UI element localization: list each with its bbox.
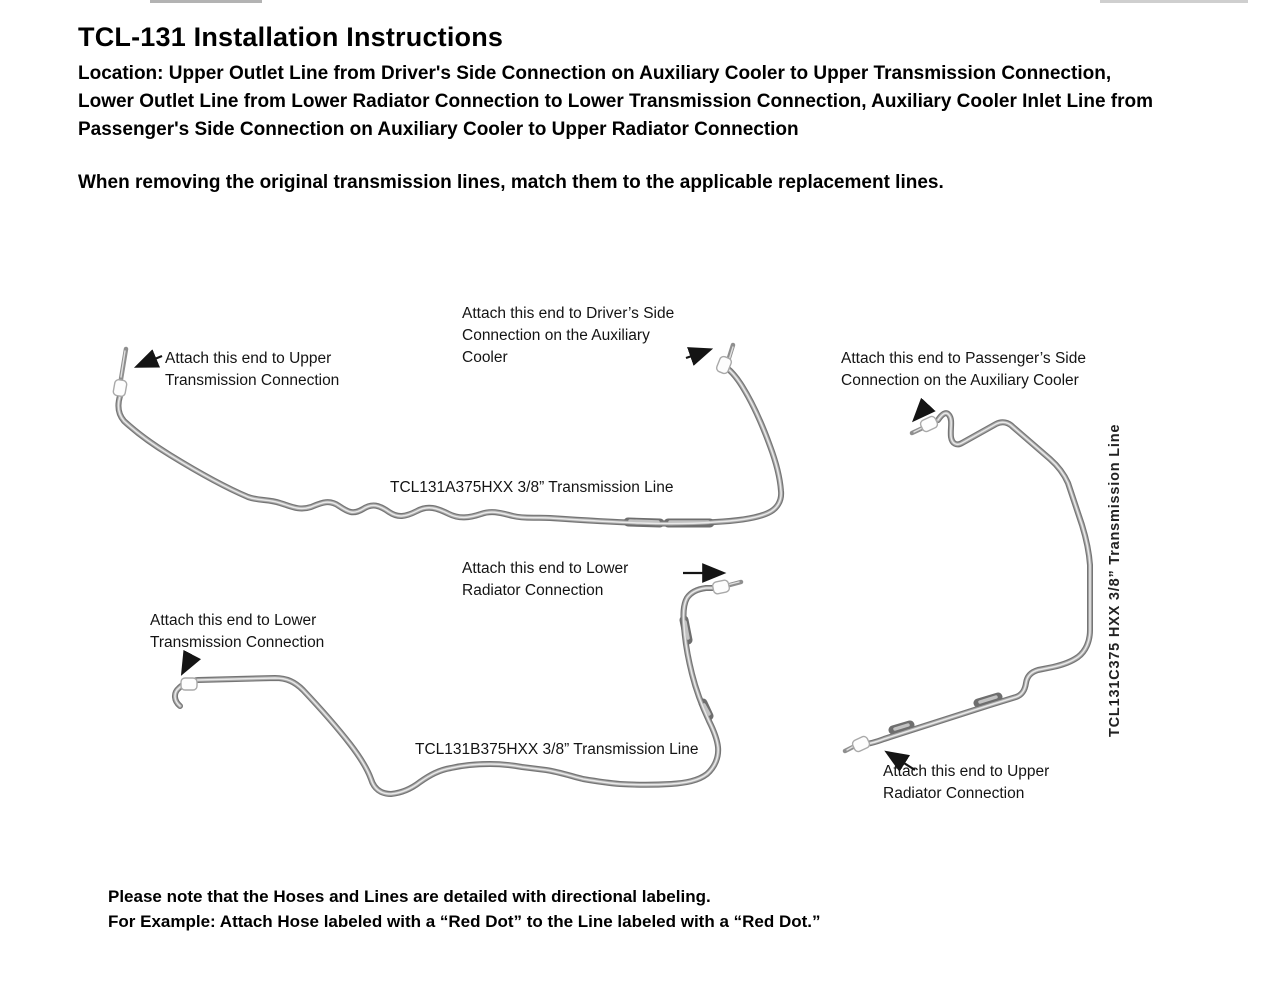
page-title: TCL-131 Installation Instructions	[78, 22, 504, 52]
callout-upper-radiator: Attach this end to Upper Radiator Connection	[883, 763, 1050, 802]
line-b-fitting-lower-transmission	[181, 678, 197, 690]
directional-labeling-note	[108, 884, 821, 934]
callout-lower-transmission: Attach this end to Lower Transmission Connection	[150, 612, 325, 651]
part-label-line-b: TCL131B375HXX 3/8” Transmission Line	[415, 741, 699, 758]
location-paragraph: Location: Upper Outlet Line from Driver's Side Connection on Auxiliary Cooler to Upper Transmission Connection, Lower Outlet Line from Lower Radiator Connection to Lower Transmission Connection, Auxiliary Cooler Inlet Line from Passenger's Side Connection on Auxiliary Cooler to Upper Radiator Connection	[78, 63, 1154, 140]
removal-instruction: When removing the original transmission lines, match them to the applicable replacement lines.	[78, 172, 944, 193]
line-c-fitting-upper-radiator	[845, 735, 871, 753]
part-label-line-a: TCL131A375HXX 3/8” Transmission Line	[390, 479, 674, 496]
note-line-2: For Example: Attach Hose labeled with a “Red Dot” to the Line labeled with a “Red Dot.”	[108, 912, 821, 931]
callout-passengers-side: Attach this end to Passenger’s Side Connection on the Auxiliary Cooler	[841, 350, 1086, 389]
callout-upper-transmission: Attach this end to Upper Transmission Connection	[165, 350, 340, 389]
callout-lower-radiator: Attach this end to Lower Radiator Connection	[462, 560, 629, 599]
line-c-tube	[845, 413, 1090, 753]
arrow-passengers-side-icon	[915, 406, 927, 419]
part-label-line-c: TCL131C375 HXX 3/8” Transmission Line	[1107, 423, 1123, 737]
arrow-upper-transmission-icon	[138, 356, 162, 366]
line-b-fitting-lower-radiator	[712, 579, 741, 594]
callout-drivers-side: Attach this end to Driver’s Side Connection on the Auxiliary Cooler	[462, 305, 675, 366]
arrow-lower-transmission-icon	[183, 655, 192, 672]
note-line-1: Please note that the Hoses and Lines are detailed with directional labeling.	[108, 887, 711, 906]
line-a-fitting-upper-transmission	[113, 349, 128, 397]
